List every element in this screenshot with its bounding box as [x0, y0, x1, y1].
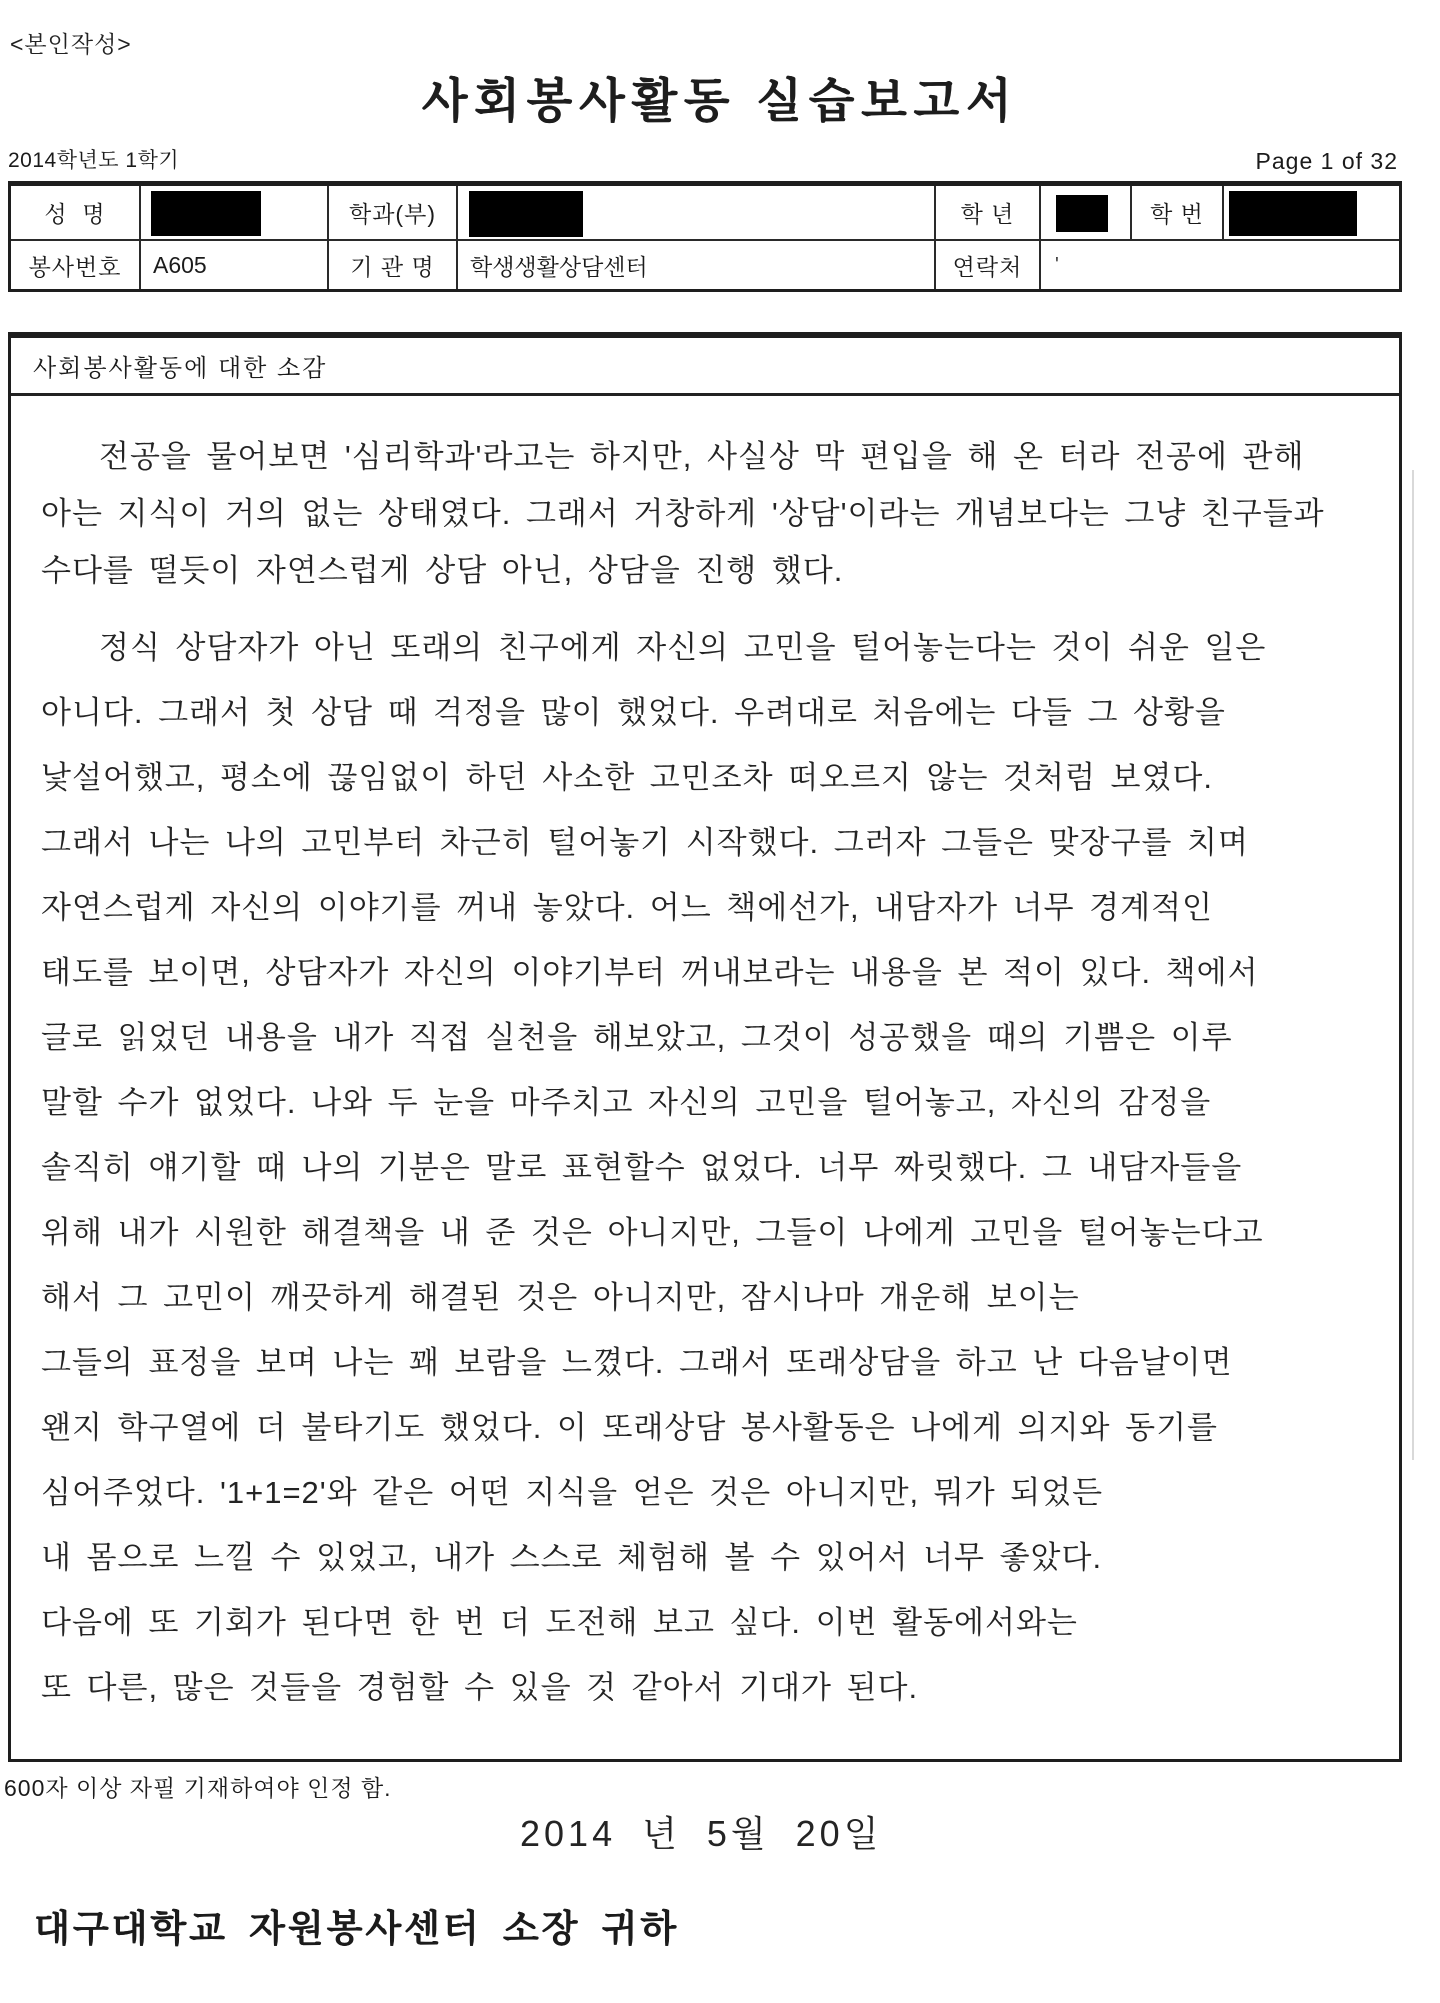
essay-paragraph: [41, 428, 1381, 599]
essay-handwritten-line: 아는 지식이 거의 없는 상태였다. 그래서 거창하게 '상담'이라는 개념보다는 그냥 친구들과: [41, 496, 1325, 531]
semester-label: 2014학년도 1학기: [8, 149, 180, 172]
essay-handwritten-line: 심어주었다. '1+1=2'와 같은 어떤 지식을 얻은 것은 아니지만, 뭐가 되었든: [41, 1475, 1104, 1510]
essay-handwritten-line: 태도를 보이면, 상담자가 자신의 이야기부터 꺼내보라는 내용을 본 적이 있다. 책에서: [41, 955, 1259, 990]
page-title: 사회봉사활동 실습보고서: [421, 74, 1019, 127]
essay-handwritten-line: 그래서 나는 나의 고민부터 차근히 털어놓기 시작했다. 그러자 그들은 맞장구를 치며: [41, 825, 1249, 860]
studentid-value-cell: [1224, 186, 1399, 241]
essay-handwritten-line: 위해 내가 시원한 해결책을 내 준 것은 아니지만, 그들이 나에게 고민을 털어놓는다고: [41, 1215, 1264, 1250]
essay-handwritten-line: 그들의 표정을 보며 나는 꽤 보람을 느꼈다. 그래서 또래상담을 하고 난 다음날이면: [41, 1345, 1233, 1380]
recipient-line: 대구대학교 자원봉사센터 소장 귀하: [34, 1908, 679, 1949]
name-label-cell: 성 명: [11, 186, 141, 241]
org-value-cell: 학생생활상담센터: [458, 241, 936, 289]
essay-handwritten-line: 말할 수가 없었다. 나와 두 눈을 마주치고 자신의 고민을 털어놓고, 자신의 감정을: [41, 1085, 1212, 1120]
redacted-name: [151, 191, 261, 236]
service-no-value-cell: A605: [141, 241, 329, 289]
handwriting-requirement-note: 600자 이상 자필 기재하여야 인정 함.: [4, 1775, 392, 1801]
contact-value-cell: [1041, 241, 1399, 289]
essay-handwritten-line: 정식 상담자가 아닌 또래의 친구에게 자신의 고민을 털어놓는다는 것이 쉬운 일은: [99, 630, 1267, 665]
essay-handwritten-line: 수다를 떨듯이 자연스럽게 상담 아닌, 상담을 진행 했다.: [41, 553, 844, 588]
essay-handwritten-line: 낯설어했고, 평소에 끊임없이 하던 사소한 고민조차 떠오르지 않는 것처럼 보였다.: [41, 760, 1213, 795]
org-label-cell: 기 관 명: [329, 241, 458, 289]
name-value-cell: [141, 186, 329, 241]
redacted-year: [1056, 195, 1108, 232]
redacted-student-id: [1229, 191, 1357, 236]
essay-handwritten-line: 자연스럽게 자신의 이야기를 꺼내 놓았다. 어느 책에선가, 내담자가 너무 경계적인: [41, 890, 1213, 925]
essay-handwritten-line: 글로 읽었던 내용을 내가 직접 실천을 해보았고, 그것이 성공했을 때의 기쁨은 이루: [41, 1020, 1233, 1055]
dept-label-cell: 학과(부): [329, 186, 458, 241]
essay-box: [8, 332, 1402, 1762]
studentid-label-cell: 학 번: [1132, 186, 1224, 241]
essay-handwritten-line: 왠지 학구열에 더 불타기도 했었다. 이 또래상담 봉사활동은 나에게 의지와 동기를: [41, 1410, 1218, 1445]
essay-handwritten-line: 또 다른, 많은 것들을 경험할 수 있을 것 같아서 기대가 된다.: [41, 1670, 919, 1705]
scan-page-edge-line: [1412, 470, 1414, 1460]
contact-label-cell: 연락처: [936, 241, 1041, 289]
page-indicator: Page 1 of 32: [1255, 148, 1398, 174]
redacted-department: [469, 191, 583, 237]
essay-handwritten-line: 내 몸으로 느낄 수 있었고, 내가 스스로 체험해 볼 수 있어서 너무 좋았다.: [41, 1540, 1103, 1575]
essay-handwritten-content: [11, 396, 1399, 1720]
title-row: [0, 64, 1440, 131]
essay-handwritten-line: 해서 그 고민이 깨끗하게 해결된 것은 아니지만, 잠시나마 개운해 보이는: [41, 1280, 1080, 1315]
student-info-table: [8, 181, 1402, 292]
dept-value-cell: [458, 186, 936, 241]
service-no-label-cell: 봉사번호: [11, 241, 141, 289]
essay-handwritten-line: 아니다. 그래서 첫 상담 때 걱정을 많이 했었다. 우려대로 처음에는 다들 그 상황을: [41, 695, 1226, 730]
essay-section-title: 사회봉사활동에 대한 소감: [11, 338, 1399, 396]
essay-handwritten-line: 전공을 물어보면 '심리학과'라고는 하지만, 사실상 막 편입을 해 온 터라 전공에 관해: [99, 439, 1305, 474]
essay-handwritten-line: 솔직히 얘기할 때 나의 기분은 말로 표현할수 없었다. 너무 짜릿했다. 그 내담자들을: [41, 1150, 1243, 1185]
essay-handwritten-line: 다음에 또 기회가 된다면 한 번 더 도전해 보고 싶다. 이번 활동에서와는: [41, 1605, 1078, 1640]
essay-paragraph: [41, 615, 1381, 1720]
self-written-note: <본인작성>: [10, 31, 132, 57]
year-value-cell: [1041, 186, 1132, 241]
contact-stray-mark: ': [1055, 253, 1059, 276]
handwritten-date: 2014 년 5월 20일: [520, 1813, 883, 1854]
year-label-cell: 학 년: [936, 186, 1041, 241]
